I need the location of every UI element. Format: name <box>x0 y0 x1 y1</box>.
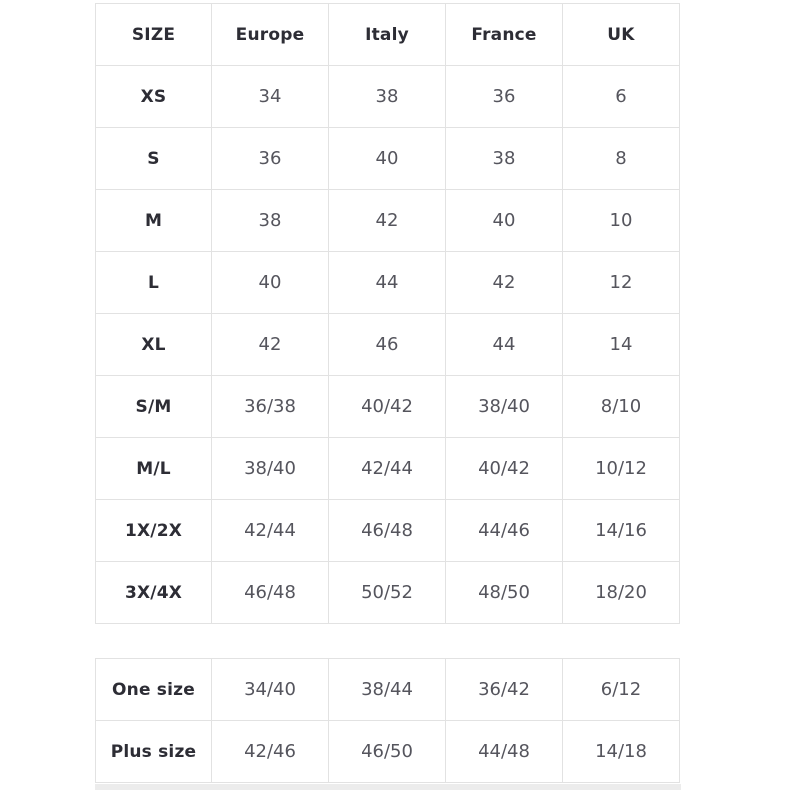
italy-value-cell: 40 <box>329 128 446 190</box>
france-value-cell: 38 <box>446 128 563 190</box>
size-label-cell: 3X/4X <box>96 562 212 624</box>
size-row-xl <box>96 314 680 376</box>
uk-value-cell: 10/12 <box>563 438 680 500</box>
uk-value-cell: 12 <box>563 252 680 314</box>
france-value-cell: 44 <box>446 314 563 376</box>
france-value-cell: 44/46 <box>446 500 563 562</box>
europe-value-cell: 40 <box>212 252 329 314</box>
france-value-cell: 48/50 <box>446 562 563 624</box>
europe-value-cell: 34/40 <box>212 659 329 721</box>
europe-value-cell: 34 <box>212 66 329 128</box>
europe-value-cell: 36 <box>212 128 329 190</box>
size-row-xs <box>96 66 680 128</box>
column-header-size: SIZE <box>96 4 212 66</box>
europe-value-cell: 42/44 <box>212 500 329 562</box>
size-label-cell: S <box>96 128 212 190</box>
tables-container <box>95 3 681 790</box>
size-label-cell: S/M <box>96 376 212 438</box>
uk-value-cell: 10 <box>563 190 680 252</box>
uk-value-cell: 6 <box>563 66 680 128</box>
uk-value-cell: 14 <box>563 314 680 376</box>
europe-value-cell: 38 <box>212 190 329 252</box>
size-label-cell: M/L <box>96 438 212 500</box>
column-header-uk: UK <box>563 4 680 66</box>
size-row-plus-size <box>96 721 680 783</box>
france-value-cell: 36/42 <box>446 659 563 721</box>
size-row-sm <box>96 376 680 438</box>
uk-value-cell: 6/12 <box>563 659 680 721</box>
italy-value-cell: 44 <box>329 252 446 314</box>
size-row-s <box>96 128 680 190</box>
europe-value-cell: 46/48 <box>212 562 329 624</box>
size-label-cell: 1X/2X <box>96 500 212 562</box>
size-conversion-table <box>95 3 680 624</box>
cutoff-next-element-edge <box>95 784 681 790</box>
column-header-europe: Europe <box>212 4 329 66</box>
size-row-3x4x <box>96 562 680 624</box>
europe-value-cell: 36/38 <box>212 376 329 438</box>
special-sizes-table <box>95 658 680 783</box>
italy-value-cell: 38/44 <box>329 659 446 721</box>
italy-value-cell: 42 <box>329 190 446 252</box>
france-value-cell: 40/42 <box>446 438 563 500</box>
france-value-cell: 36 <box>446 66 563 128</box>
italy-value-cell: 46/48 <box>329 500 446 562</box>
france-value-cell: 42 <box>446 252 563 314</box>
size-row-one-size <box>96 659 680 721</box>
europe-value-cell: 38/40 <box>212 438 329 500</box>
italy-value-cell: 40/42 <box>329 376 446 438</box>
europe-value-cell: 42/46 <box>212 721 329 783</box>
uk-value-cell: 8 <box>563 128 680 190</box>
size-label-cell: XS <box>96 66 212 128</box>
size-label-cell: Plus size <box>96 721 212 783</box>
size-label-cell: M <box>96 190 212 252</box>
size-label-cell: One size <box>96 659 212 721</box>
italy-value-cell: 50/52 <box>329 562 446 624</box>
uk-value-cell: 14/16 <box>563 500 680 562</box>
table-header-row <box>96 4 680 66</box>
italy-value-cell: 46/50 <box>329 721 446 783</box>
italy-value-cell: 42/44 <box>329 438 446 500</box>
france-value-cell: 44/48 <box>446 721 563 783</box>
italy-value-cell: 46 <box>329 314 446 376</box>
uk-value-cell: 18/20 <box>563 562 680 624</box>
column-header-italy: Italy <box>329 4 446 66</box>
italy-value-cell: 38 <box>329 66 446 128</box>
size-row-ml <box>96 438 680 500</box>
uk-value-cell: 14/18 <box>563 721 680 783</box>
france-value-cell: 40 <box>446 190 563 252</box>
size-label-cell: XL <box>96 314 212 376</box>
size-row-m <box>96 190 680 252</box>
size-row-l <box>96 252 680 314</box>
france-value-cell: 38/40 <box>446 376 563 438</box>
europe-value-cell: 42 <box>212 314 329 376</box>
column-header-france: France <box>446 4 563 66</box>
uk-value-cell: 8/10 <box>563 376 680 438</box>
size-label-cell: L <box>96 252 212 314</box>
size-row-1x2x <box>96 500 680 562</box>
